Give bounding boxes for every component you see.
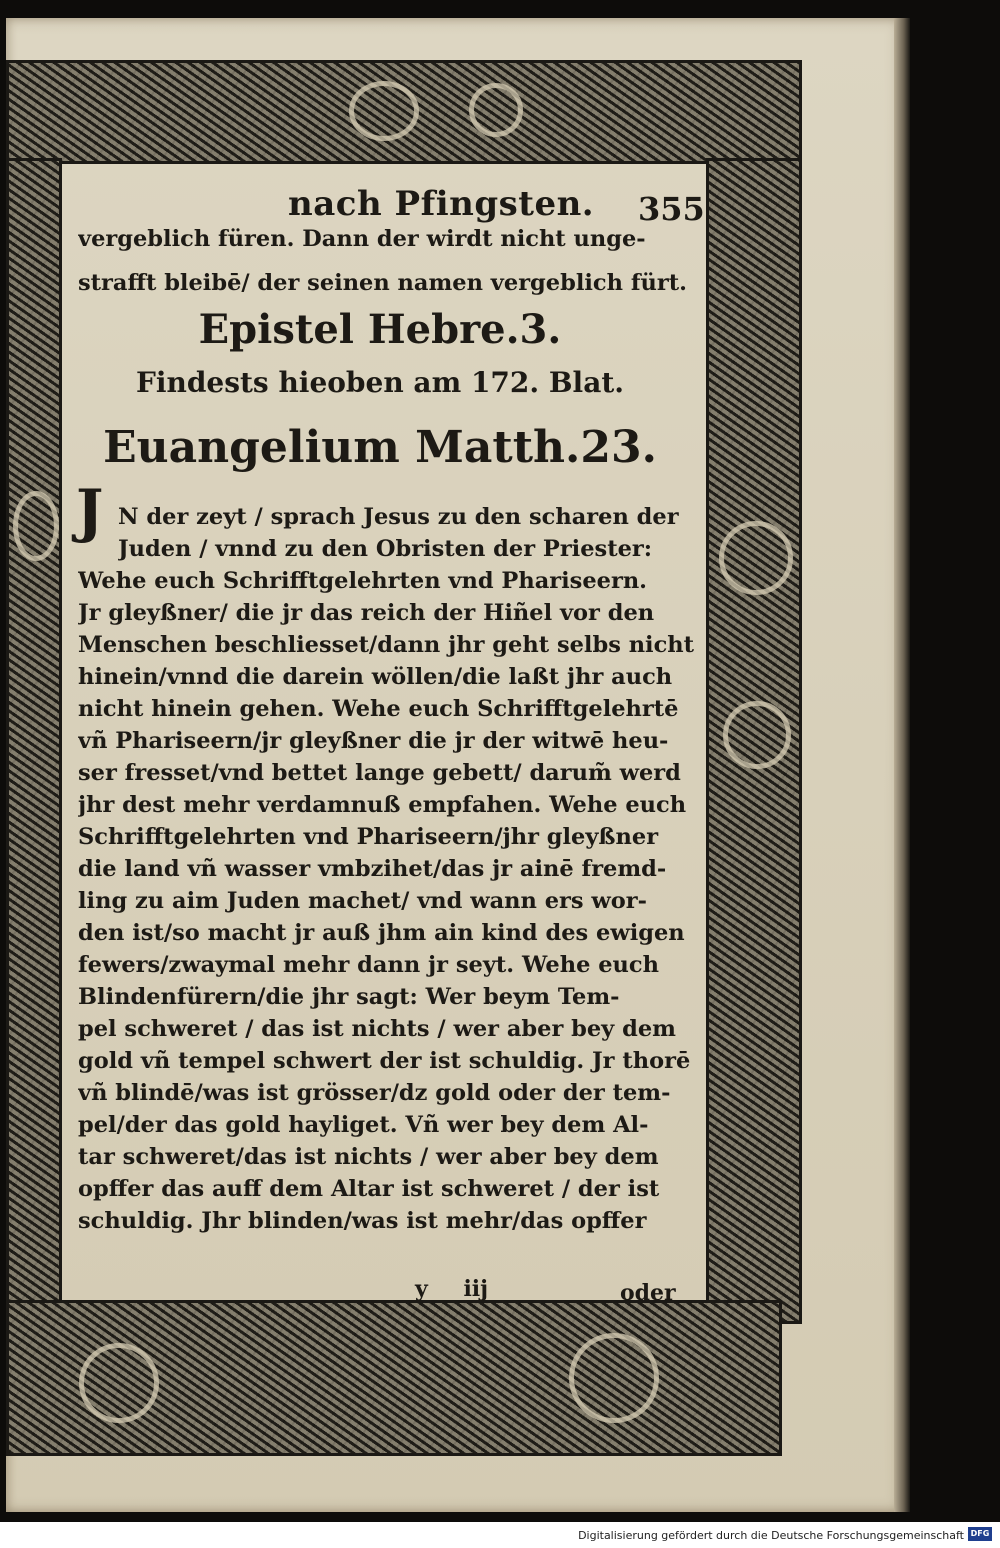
text-line: ser fresset/vnd bettet lange gebett/ darum̃ werd [78,760,681,786]
footer-credit: Digitalisierung gefördert durch die Deutsche Forschungsgemeinschaft [578,1529,964,1542]
text-line: nicht hinein gehen. Wehe euch Schrifftgelehrtē [78,696,679,722]
reference-heading: Findests hieoben am 172. Blat. [135,366,625,399]
text-line: jhr dest mehr verdamnuß empfahen. Wehe euch [78,792,687,818]
border-ornament [569,1333,659,1423]
text-block [60,166,705,1306]
running-head: nach Pfingsten. [288,184,595,224]
epistle-heading: Epistel Hebre.3. [198,306,562,353]
text-line: pel/der das gold hayliget. Vñ wer bey dem Al- [78,1112,649,1138]
text-line: Juden / vnnd zu den Obristen der Priester: [118,536,653,562]
text-line: vñ Phariseern/jr gleyßner die jr der witwē heu- [78,728,669,754]
border-ornament [13,491,59,561]
text-line: vergeblich füren. Dann der wirdt nicht unge- [78,226,646,252]
text-line: schuldig. Jhr blinden/was ist mehr/das opffer [78,1208,647,1234]
text-line: Jr gleyßner/ die jr das reich der Hiñel vor den [78,600,655,626]
text-line: tar schweret/das ist nichts / wer aber bey dem [78,1144,659,1170]
border-ornament [349,81,419,141]
text-line: Menschen beschliesset/dann jhr geht selbs nicht [78,632,695,658]
text-line: pel schweret / das ist nichts / wer aber bey dem [78,1016,676,1042]
border-ornament [469,83,523,137]
woodcut-border-top [6,60,802,164]
footer-bar [0,1522,1000,1548]
border-ornament [79,1343,159,1423]
page-number: 355 [638,190,705,228]
text-line: opffer das auff dem Altar ist schweret / der ist [78,1176,660,1202]
gospel-heading: Euangelium Matth.23. [103,422,657,473]
text-line: ling zu aim Juden machet/ vnd wann ers wor- [78,888,647,914]
text-line: strafft bleibē/ der seinen namen vergeblich fürt. [78,270,687,296]
catchword: oder [620,1280,676,1306]
border-ornament [719,521,793,595]
text-line: gold vñ tempel schwert der ist schuldig. Jr thorē [78,1048,691,1074]
woodcut-border-bottom [6,1300,782,1456]
text-line: hinein/vnnd die darein wöllen/die laßt jhr auch [78,664,673,690]
border-ornament [723,701,791,769]
text-line: N der zeyt / sprach Jesus zu den scharen der [118,504,679,530]
text-line: die land vñ wasser vmbzihet/das jr ainē fremd- [78,856,667,882]
initial-letter: J [76,477,104,545]
text-line: Wehe euch Schrifftgelehrten vnd Phariseern. [78,568,648,594]
text-line: Blindenfürern/die jhr sagt: Wer beym Tem- [78,984,620,1010]
text-line: fewers/zwaymal mehr dann jr seyt. Wehe euch [78,952,659,978]
text-line: Schrifftgelehrten vnd Phariseern/jhr gleyßner [78,824,659,850]
text-line: den ist/so macht jr auß jhm ain kind des ewigen [78,920,685,946]
page-edge [894,18,910,1512]
dfg-logo[interactable]: DFG [968,1527,992,1541]
woodcut-border-right [706,158,802,1324]
woodcut-border-left [6,158,62,1314]
text-line: vñ blindē/was ist grösser/dz gold oder der tem- [78,1080,671,1106]
signature-mark: y iij [415,1276,489,1302]
